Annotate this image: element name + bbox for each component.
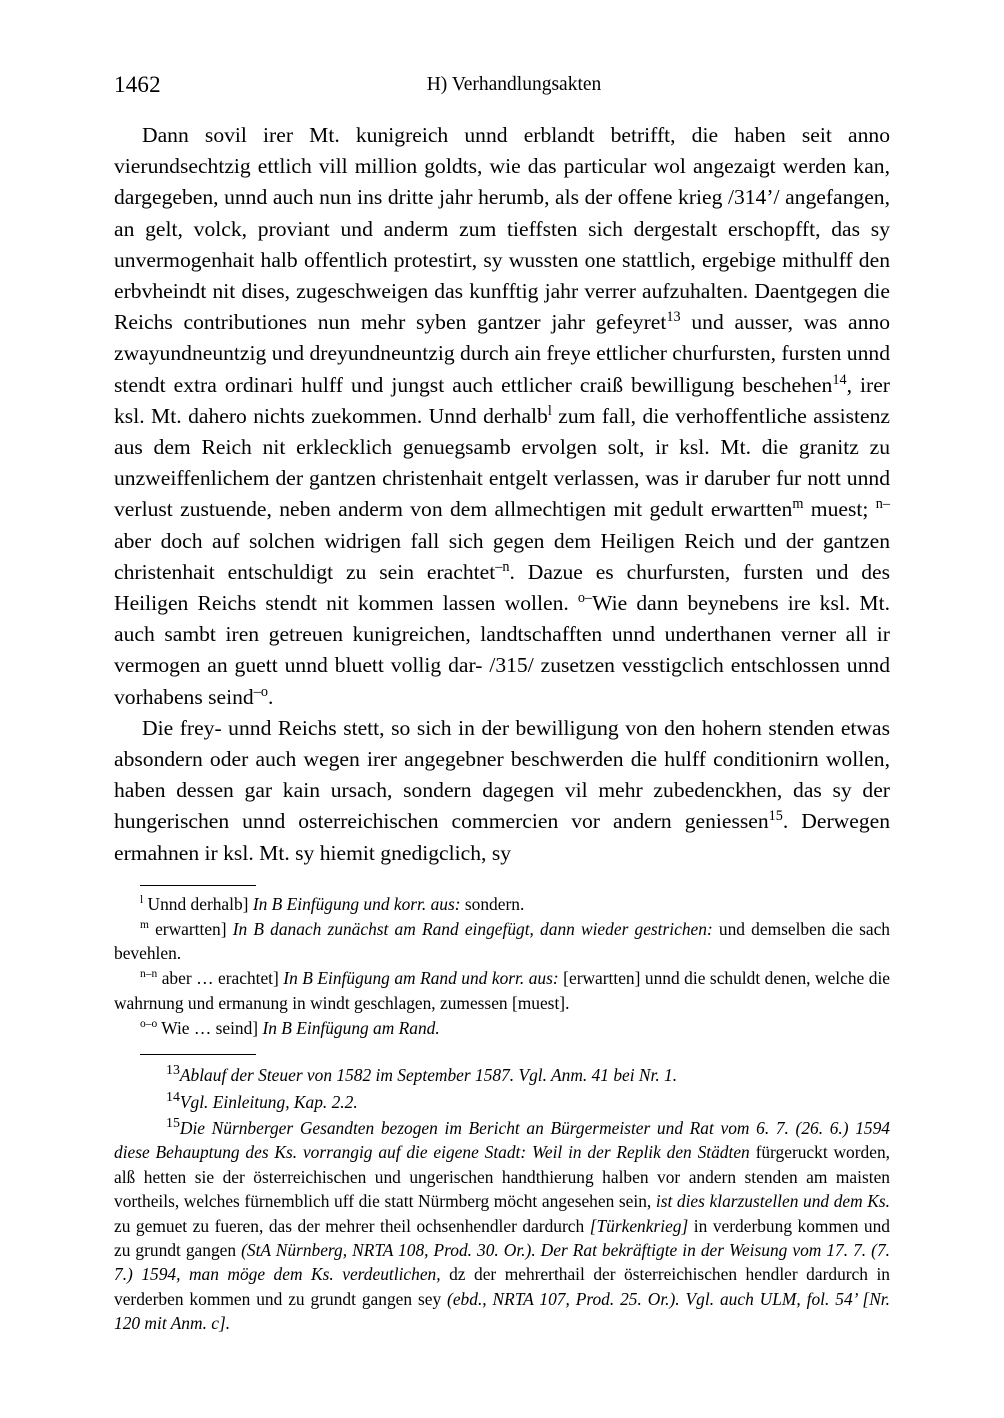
running-head xyxy=(114,72,890,112)
apparatus-sigil: o–o xyxy=(140,1018,158,1031)
footnotes xyxy=(114,1063,890,1335)
apparatus-marker-n-open: n– xyxy=(875,496,890,513)
footnote-entry: 13Ablauf der Steuer von 1582 im September 1587. Vgl. Anm. 41 bei Nr. 1. xyxy=(166,1063,678,1086)
apparatus-note-italic: In B Einfügung am Rand und korr. aus: xyxy=(278,968,559,989)
apparatus-rule xyxy=(140,885,256,886)
paragraph-1-part-e: muest; xyxy=(803,497,876,522)
apparatus-note-italic: In B Einfügung und korr. aus: xyxy=(248,893,461,914)
apparatus-lemma: aber … erachtet] xyxy=(157,968,279,989)
apparatus-lemma: erwartten] xyxy=(148,919,227,940)
footnote-text-italic: (ebd., NRTA 107, Prod. 25. Or.). Vgl. auch ULM, fol. 54’ [Nr. 120 mit Anm. c]. xyxy=(114,1288,890,1334)
footnote-rule xyxy=(140,1054,256,1055)
apparatus-marker-o-open: o– xyxy=(577,589,593,606)
footnote-text-italic: Ablauf der Steuer von 1582 im September 1587. Vgl. Anm. 41 bei Nr. 1. xyxy=(179,1065,678,1086)
apparatus-lemma: Unnd derhalb] xyxy=(143,893,249,914)
paragraph-1-part-b: und ausser, was anno zwayundneuntzig und dreyundneuntzig durch ain freye ettlicher churfursten, fursten unnd stendt extra ordinari hulff und jungst auch ettlicher craiß bewilligung beschehen xyxy=(114,310,890,397)
apparatus-note-italic: In B danach zunächst am Rand eingefügt, dann wieder gestrichen: xyxy=(226,919,713,940)
body-text xyxy=(114,120,890,869)
apparatus-lemma: Wie … seind] xyxy=(157,1017,259,1038)
paragraph-1-part-a: Dann sovil irer Mt. kunigreich unnd erblandt betrifft, die haben seit anno vierundsechtzig ettlich vill million goldts, wie das particular wol angezaigt werden kan, dargegeben, unnd auch nun ins dritte jahr herumb, als der offene krieg /314’/ angefangen, an gelt, volck, proviant und anderm zum tieffsten sich dergestalt erschopfft, das sy unvermogenhait halb offentlich protestirt, sy wussten one stattlich, ergebige mithulff den erbvheindt nit dises, zugeschweigen das kunfftig jahr verrer aufzuhalten. Daentgegen die Reichs contributiones nun mehr syben gantzer jahr gefeyret xyxy=(114,123,890,335)
paragraph-1 xyxy=(114,120,890,713)
apparatus-entry xyxy=(114,966,890,1014)
paragraph-1-part-c: , irer ksl. Mt. dahero nichts zuekommen. Unnd derhalb xyxy=(114,372,890,428)
footnote-text-italic: ist dies klarzustellen und dem Ks. xyxy=(651,1191,890,1212)
footnote-text: zu gemuet zu fueren, das der mehrer theil ochsenhendler dardurch xyxy=(114,1215,585,1236)
apparatus-note-rest: [erwartten] unnd die schuldt denen, welche die wahrnung und ermanung in windt geschlagen, zumessen [muest]. xyxy=(114,968,890,1013)
footnote-text: dz der mehrerthail der österreichischen hendler dardurch in verderben kommen und zu grundt gangen sey xyxy=(114,1264,890,1309)
apparatus-marker-o-close: –o xyxy=(253,683,268,700)
page-content xyxy=(114,72,890,1336)
footnote-entry: 14Vgl. Einleitung, Kap. 2.2. xyxy=(166,1089,358,1112)
footnote-text: in verderbung kommen und zu grundt gangen xyxy=(114,1215,890,1260)
apparatus-sigil: l xyxy=(140,894,144,907)
apparatus-criticus xyxy=(114,892,890,1040)
apparatus-entry xyxy=(114,892,890,916)
paragraph-2-part-a: Die frey- unnd Reichs stett, so sich in der bewilligung von den hohern stenden etwas absondern oder auch wegen irer angegebner beschwerden die hulff conditionirn wollen, haben dessen gar kain ursach, sondern dagegen vil mehr zubedenckhen, das sy der hungerischen unnd osterreichischen commercien vor andern geniessen xyxy=(114,715,890,834)
apparatus-note-italic: In B Einfügung am Rand. xyxy=(258,1017,440,1038)
running-head-title: H) Verhandlungsakten xyxy=(426,74,602,95)
paragraph-1-part-d: zum fall, die verhoffentliche assistenz aus dem Reich nit erklecklich genuegsamb ervolgen solt, ir ksl. Mt. die granitz zu unzweiffenlichem der gantzen christenhait entgelt verlassen, was ir daruber fur nott unnd verlust zustuende, neben anderm von dem allmechtigen mit gedult erwartten xyxy=(114,403,891,522)
paragraph-1-part-i: . xyxy=(267,684,274,709)
apparatus-marker-n-close: –n xyxy=(495,558,510,575)
paragraph-2 xyxy=(114,713,890,869)
apparatus-entry xyxy=(114,1016,890,1040)
footnote-entry: 15Die Nürnberger Gesandten bezogen im Bericht an Bürgermeister und Rat vom 6. 7. (26. 6.) 1594 diese Behauptung des Ks. vorrangig auf die eigene Stadt: Weil in der Replik den Städten fürgeruckt worden, alß hetten sie der österreichischen und ungerischen handthierung halben vor andern stenden am maisten vortheils, welches fürnemblich uff die statt Nürmberg möcht angesehen sein, ist dies klarzustellen und dem Ks. zu gemuet zu fueren, das der mehrer theil ochsenhendler dardurch [Türkenkrieg] in verderbung kommen und zu grundt gangen (StA Nürnberg, NRTA 108, Prod. 30. Or.). Der Rat bekräftigte in der Weisung vom 17. 7. (7. 7.) 1594, man möge dem Ks. verdeutlichen, dz der mehrerthail der österreichischen hendler dardurch in verderben kommen und zu grundt gangen sey (ebd., NRTA 107, Prod. 25. Or.). Vgl. auch ULM, fol. 54’ [Nr. 120 mit Anm. c]. xyxy=(114,1116,891,1334)
footnote-marker-13: 13 xyxy=(666,309,681,326)
footnote-marker-15: 15 xyxy=(768,808,783,825)
apparatus-sigil: n–n xyxy=(140,968,158,981)
footnote-text-italic: [Türkenkrieg] xyxy=(584,1215,689,1236)
footnote-text-italic: Vgl. Einleitung, Kap. 2.2. xyxy=(179,1091,358,1112)
page-number: 1462 xyxy=(114,72,161,97)
footnote-text-italic: (StA Nürnberg, NRTA 108, Prod. 30. Or.). Der Rat bekräftigte in der Weisung vom 17. 7. (7. 7.) 1594, man möge dem Ks. verdeutlichen, xyxy=(114,1239,891,1285)
paragraph-2-part-b: . Derwegen ermahnen ir ksl. Mt. sy hiemit gnedigclich, sy xyxy=(114,809,891,865)
apparatus-note-rest: und demselben die sach bevehlen. xyxy=(114,919,890,964)
footnote-marker-14: 14 xyxy=(832,371,847,388)
apparatus-sigil: m xyxy=(140,919,149,932)
apparatus-entry xyxy=(114,917,890,965)
footnote-text: fürgeruckt worden, alß hetten sie der österreichischen und ungerischen handthierung halben vor andern stenden am maisten vortheils, welches fürnemblich uff die statt Nürmberg möcht angesehen sein, xyxy=(114,1142,890,1212)
apparatus-marker-m: m xyxy=(792,496,804,513)
footnote-text-italic: Die Nürnberger Gesandten bezogen im Bericht an Bürgermeister und Rat vom 6. 7. (26. 6.) 1594 diese Behauptung des Ks. vorrangig auf die eigene Stadt: Weil in der Replik den Städten xyxy=(114,1117,890,1163)
paragraph-1-part-f: aber doch auf solchen widrigen fall sich gegen dem Heiligen Reich und der gantzen christenhait entschuldigt zu sein erachtet xyxy=(114,528,890,584)
paragraph-1-part-h: Wie dann beynebens ire ksl. Mt. auch sambt iren getreuen kunigreichen, landtschafften unnd underthanen verner all ir vermogen an guett unnd bluett vollig dar- /315/ zusetzen vesstigclich entschlossen unnd vorhabens seind xyxy=(114,591,890,709)
paragraph-1-part-g: . Dazue es churfursten, fursten und des Heiligen Reichs stendt nit kommen lassen wollen. xyxy=(114,559,891,616)
apparatus-note-rest: sondern. xyxy=(460,893,525,914)
apparatus-marker-l: l xyxy=(547,402,552,419)
